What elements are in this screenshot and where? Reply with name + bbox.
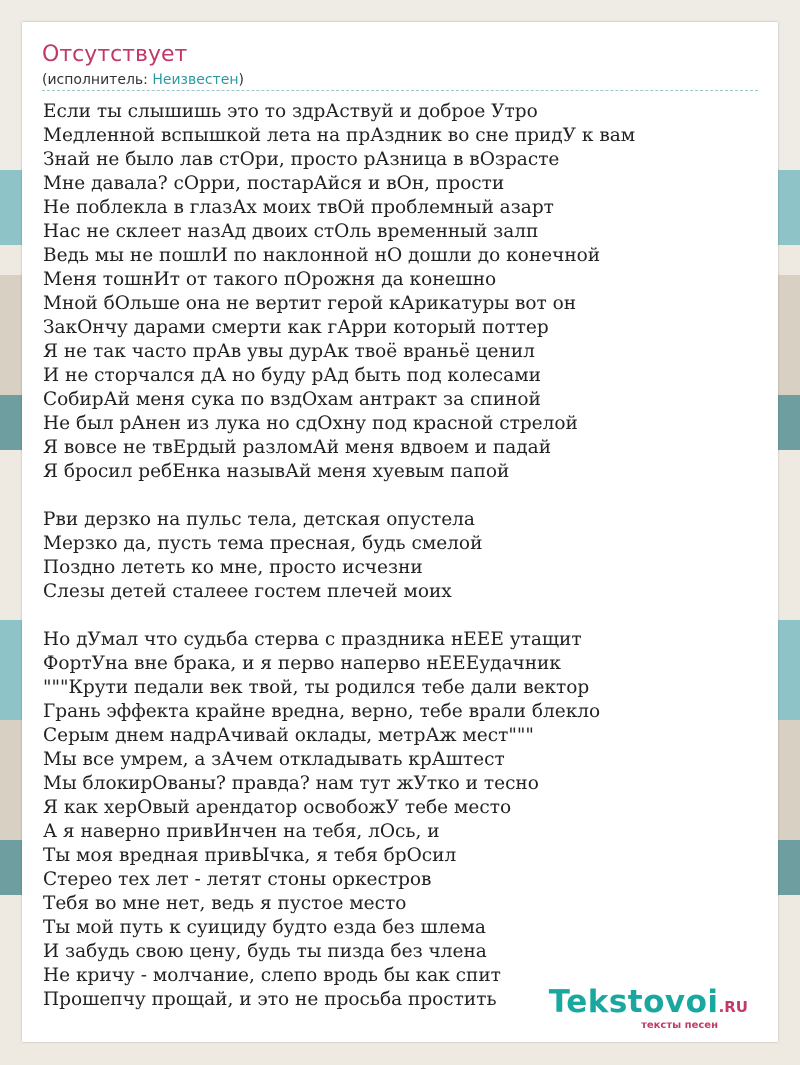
artist-link[interactable]: Неизвестен	[152, 72, 239, 88]
song-title: Отсутствует	[42, 42, 188, 67]
lyric-line: ФортУна вне брака, и я перво наперво нЕЕЕудачник	[43, 653, 561, 674]
lyric-line: А я наверно привИнчен на тебя, лОсь, и	[43, 821, 440, 842]
logo-tagline: тексты песен	[641, 1020, 718, 1031]
lyric-line: Я не так часто прАв увы дурАк твоё враньё ценил	[43, 341, 535, 362]
stanza-break	[43, 484, 759, 508]
lyric-line: И не сторчался дА но буду рАд быть под колесами	[43, 365, 541, 386]
lyric-line: Тебя во мне нет, ведь я пустое место	[43, 893, 407, 914]
lyric-line: Серым днем надрАчивай оклады, метрАж мест"""	[43, 725, 534, 746]
lyric-line: И забудь свою цену, будь ты пизда без члена	[43, 941, 487, 962]
lyric-line: Медленной вспышкой лета на прАздник во сне придУ к вам	[43, 125, 636, 146]
lyric-line: Ты мой путь к суициду будто езда без шлема	[43, 917, 486, 938]
lyric-line: Грань эффекта крайне вредна, верно, тебе врали блекло	[43, 701, 601, 722]
lyric-line: Я бросил ребЕнка назывАй меня хуевым папой	[43, 461, 510, 482]
artist-prefix: (исполнитель:	[42, 72, 153, 88]
lyric-line: Знай не было лав стОри, просто рАзница в вОзрасте	[43, 149, 560, 170]
lyric-line: Нас не склеет назАд двоих стОль временный залп	[43, 221, 539, 242]
lyric-line: Поздно лететь ко мне, просто исчезни	[43, 557, 423, 578]
lyric-line: Прошепчу прощай, и это не просьба простить	[43, 989, 497, 1010]
lyric-line: Ведь мы не пошлИ по наклонной нО дошли до конечной	[43, 245, 601, 266]
lyric-line: Если ты слышишь это то здрАствуй и доброе Утро	[43, 101, 538, 122]
logo-wordmark: Tekstovoi	[548, 984, 719, 1020]
lyric-line: Стерео тех лет - летят стоны оркестров	[43, 869, 432, 890]
lyric-line: Но дУмал что судьба стерва с праздника нЕЕЕ утащит	[43, 629, 582, 650]
lyric-line: Мы блокирОваны? правда? нам тут жУтко и тесно	[43, 773, 539, 794]
lyric-line: Меня тошнИт от такого пОрожня да конешно	[43, 269, 497, 290]
lyric-line: Я вовсе не твЕрдый разломАй меня вдвоем и падай	[43, 437, 552, 458]
lyrics-card	[22, 22, 778, 1042]
site-logo[interactable]	[548, 984, 748, 1031]
lyric-line: Не был рАнен из лука но сдОхну под красной стрелой	[43, 413, 578, 434]
lyric-line: Не кричу - молчание, слепо вродь бы как спит	[43, 965, 501, 986]
lyric-line: Ты моя вредная привЫчка, я тебя брОсил	[43, 845, 457, 866]
lyric-line: Я как херОвый арендатор освобожУ тебе место	[43, 797, 512, 818]
artist-suffix: )	[238, 72, 244, 88]
stanza-break	[43, 604, 759, 628]
lyric-line: Не поблекла в глазАх моих твОй проблемный азарт	[43, 197, 554, 218]
lyric-line: Мерзко да, пусть тема пресная, будь смелой	[43, 533, 483, 554]
title-divider	[42, 90, 758, 91]
lyric-line: Мной бОльше она не вертит герой кАрикатуры вот он	[43, 293, 577, 314]
lyric-line: СобирАй меня сука по вздОхам антракт за спиной	[43, 389, 541, 410]
lyric-line: ЗакОнчу дарами смерти как гАрри который поттер	[43, 317, 549, 338]
artist-line	[42, 72, 244, 88]
lyric-line: """Крути педали век твой, ты родился тебе дали вектор	[43, 677, 590, 698]
logo-tld: .RU	[718, 998, 748, 1016]
lyric-line: Мы все умрем, а зАчем откладывать крАштест	[43, 749, 505, 770]
lyric-line: Слезы детей сталеее гостем плечей моих	[43, 581, 452, 602]
lyric-line: Мне давала? сОрри, постарАйся и вОн, прости	[43, 173, 505, 194]
lyric-line: Рви дерзко на пульс тела, детская опустела	[43, 509, 475, 530]
lyrics-text	[43, 100, 759, 1012]
